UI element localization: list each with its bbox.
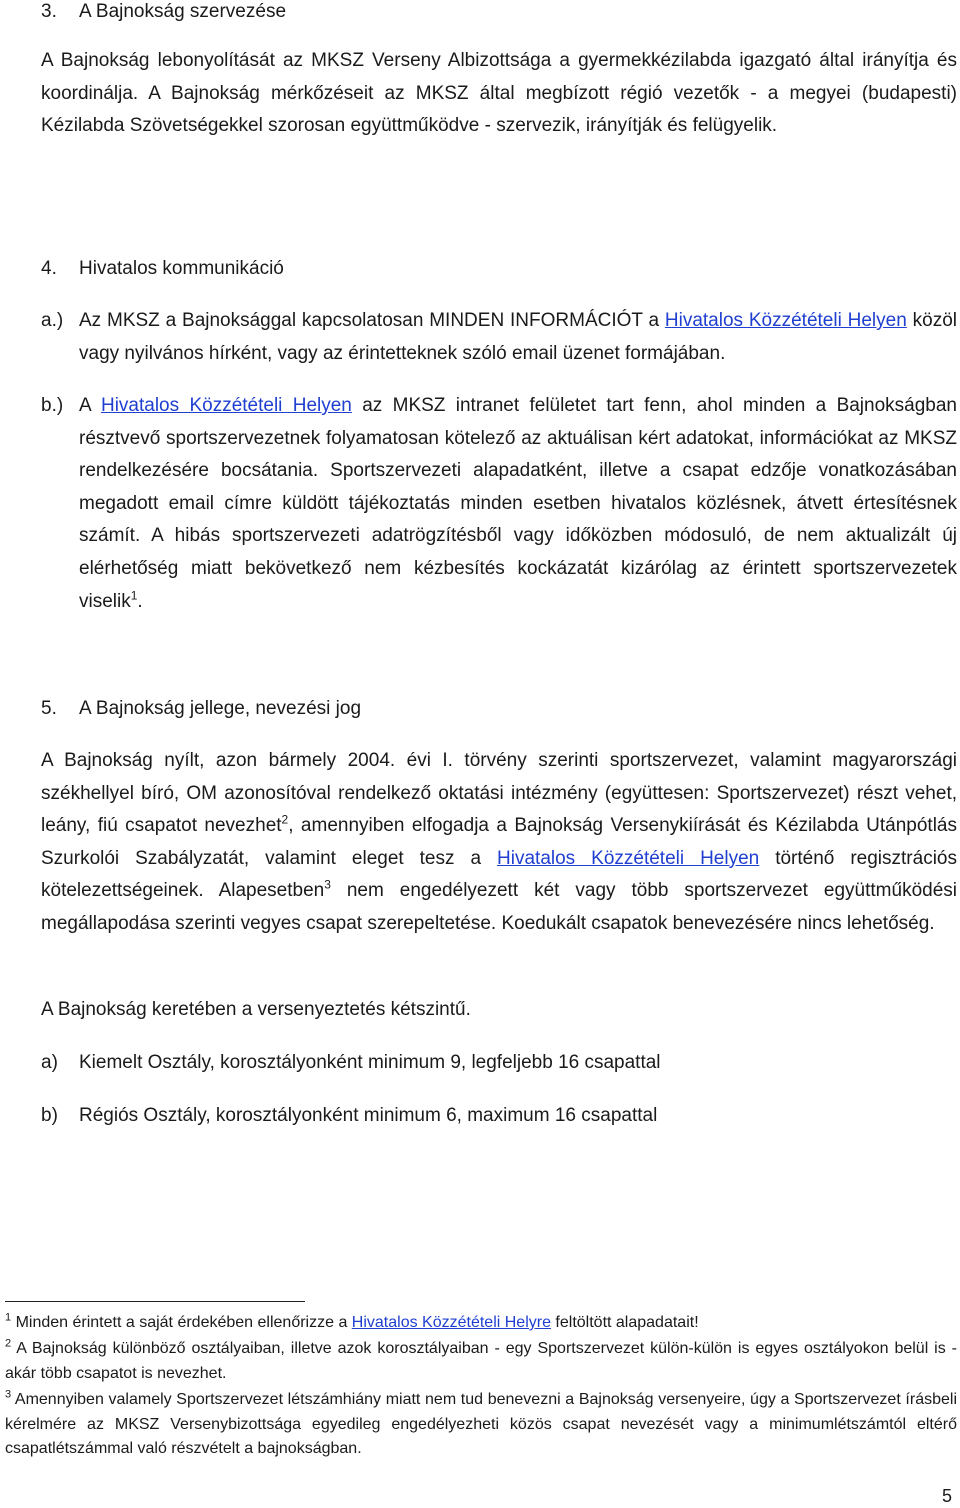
footnote-ref[interactable]: 3 bbox=[324, 878, 331, 893]
page-number: 5 bbox=[941, 1486, 952, 1506]
paragraph-text: , amennyiben elfogadja a Bajnokság Versenykiírását és Kézilabda Utánpótlás Szurkolói Szabályzatát, valamint eleget tesz a bbox=[41, 815, 958, 869]
item-text: közöl vagy nyilvános hírként, vagy az érintetteknek szóló email üzenet formájában. bbox=[79, 310, 957, 364]
section-5-paragraph bbox=[41, 745, 957, 941]
section-title: A Bajnokság jellege, nevezési jog bbox=[79, 698, 362, 719]
item-body: Régiós Osztály, korosztályonként minimum 6, maximum 16 csapattal bbox=[79, 1105, 658, 1126]
footnote-number: 1 bbox=[5, 1311, 12, 1324]
item-label: a.) bbox=[41, 310, 64, 331]
section-number: 3. bbox=[41, 1, 57, 22]
footnote-2 bbox=[5, 1337, 957, 1386]
item-text: az MKSZ intranet felületet tart fenn, ahol minden a Bajnokságban résztvevő sportszervezetnek folyamatosan kötelező az aktuálisan kért adatokat, információkat az MKSZ rendelkezésére bocsátania. Sportszervezeti alapadatként, illetve a csapat edzője vonatkozásában megadott email címre küldött tájékoztatás minden esetben hivatalos közlésnek, átvett értesítésnek számít. A hibás sportszervezeti adatrögzítésből vagy időközben módosuló, de nem aktualizált új elérhetőség miatt bekövetkező nem kézbesítés kockázatát kizárólag az érintett sportszervezetek viselik bbox=[79, 395, 958, 612]
item-label: b) bbox=[41, 1105, 58, 1126]
footnote-separator bbox=[5, 1301, 305, 1302]
section-3-heading bbox=[41, 0, 286, 24]
hivatalos-kozzeteteli-hely-link[interactable]: Hivatalos Közzétételi Helyen bbox=[100, 395, 352, 416]
footnote-text: Minden érintett a saját érdekében ellenőrizze a bbox=[15, 1314, 352, 1331]
item-label: a) bbox=[41, 1052, 58, 1073]
footnote-1 bbox=[5, 1311, 957, 1336]
item-body bbox=[79, 305, 957, 370]
footnote-text: feltöltött alapadatait! bbox=[550, 1314, 699, 1331]
footnote-ref[interactable]: 1 bbox=[130, 588, 138, 603]
item-body: Kiemelt Osztály, korosztályonként minimum 9, legfeljebb 16 csapattal bbox=[79, 1052, 661, 1073]
section-4-item-a bbox=[41, 305, 957, 370]
item-text: Az MKSZ a Bajnoksággal kapcsolatosan MINDEN INFORMÁCIÓT a bbox=[79, 310, 665, 331]
list-item bbox=[41, 1100, 957, 1133]
paragraph-text: nem engedélyezett két vagy több sportszervezet együttműködési megállapodása szerinti vegyes csapat szerepeltetése. Koedukált csapatok benevezésére nincs lehetőség. bbox=[41, 880, 957, 934]
section-5-paragraph-2: A Bajnokság keretében a versenyeztetés kétszintű. bbox=[41, 999, 471, 1020]
footnote-text: Amennyiben valamely Sportszervezet létszámhiány miatt nem tud benevezni a Bajnokság versenyeire, úgy a Sportszervezet írásbeli kérelmére az MKSZ Versenybizottsága egyedileg engedélyezheti közös csapat nevezését vagy a minimumlétszámtól eltérő csapatlétszámmal való részvételt a bajnokságban. bbox=[5, 1391, 957, 1457]
footnote-number: 2 bbox=[5, 1337, 12, 1350]
section-number: 4. bbox=[41, 258, 57, 279]
footnote-ref[interactable]: 2 bbox=[281, 812, 289, 827]
paragraph-text: A Bajnokság nyílt, azon bármely 2004. évi I. törvény szerinti sportszervezet, valamint magyarországi székhellyel bíró, OM azonosítóval rendelkező oktatási intézmény (együttesen: Sportszervezet) részt vehet, leány, fiú csapatot nevezhet bbox=[41, 750, 957, 837]
hivatalos-kozzeteteli-hely-link[interactable]: Hivatalos Közzétételi Helyen bbox=[664, 310, 907, 331]
section-4-item-b bbox=[41, 390, 957, 618]
paragraph-text: történő regisztrációs kötelezettségeinek. Alapesetben bbox=[41, 847, 957, 902]
item-text: A bbox=[79, 395, 101, 416]
section-3-paragraph: A Bajnokság lebonyolítását az MKSZ Verseny Albizottsága a gyermekkézilabda igazgató által irányítja és koordinálja. A Bajnokság mérkőzéseit az MKSZ által megbízott régió vezetők - a megyei (budapesti) Kézilabda Szövetségekkel szorosan együttműködve - szervezik, irányítják és felügyelik. bbox=[41, 50, 957, 137]
footnote-number: 3 bbox=[5, 1388, 12, 1401]
section-number: 5. bbox=[41, 698, 57, 719]
section-4-heading bbox=[41, 257, 284, 281]
section-title: Hivatalos kommunikáció bbox=[79, 258, 284, 279]
item-body bbox=[79, 390, 957, 618]
footnote-text: A Bajnokság különböző osztályaiban, illetve azok korosztályaiban - egy Sportszervezet külön-külön is egyes osztályokon belül is - akár több csapatot is nevezhet. bbox=[5, 1340, 958, 1382]
section-title: A Bajnokság szervezése bbox=[79, 1, 287, 22]
footnote-3 bbox=[5, 1388, 957, 1462]
item-text: . bbox=[137, 590, 143, 612]
list-item bbox=[41, 1047, 957, 1080]
hivatalos-kozzeteteli-helyre-link[interactable]: Hivatalos Közzétételi Helyre bbox=[351, 1314, 551, 1331]
item-label: b.) bbox=[41, 395, 64, 416]
hivatalos-kozzeteteli-hely-link[interactable]: Hivatalos Közzétételi Helyen bbox=[497, 847, 760, 869]
section-5-heading bbox=[41, 697, 361, 721]
